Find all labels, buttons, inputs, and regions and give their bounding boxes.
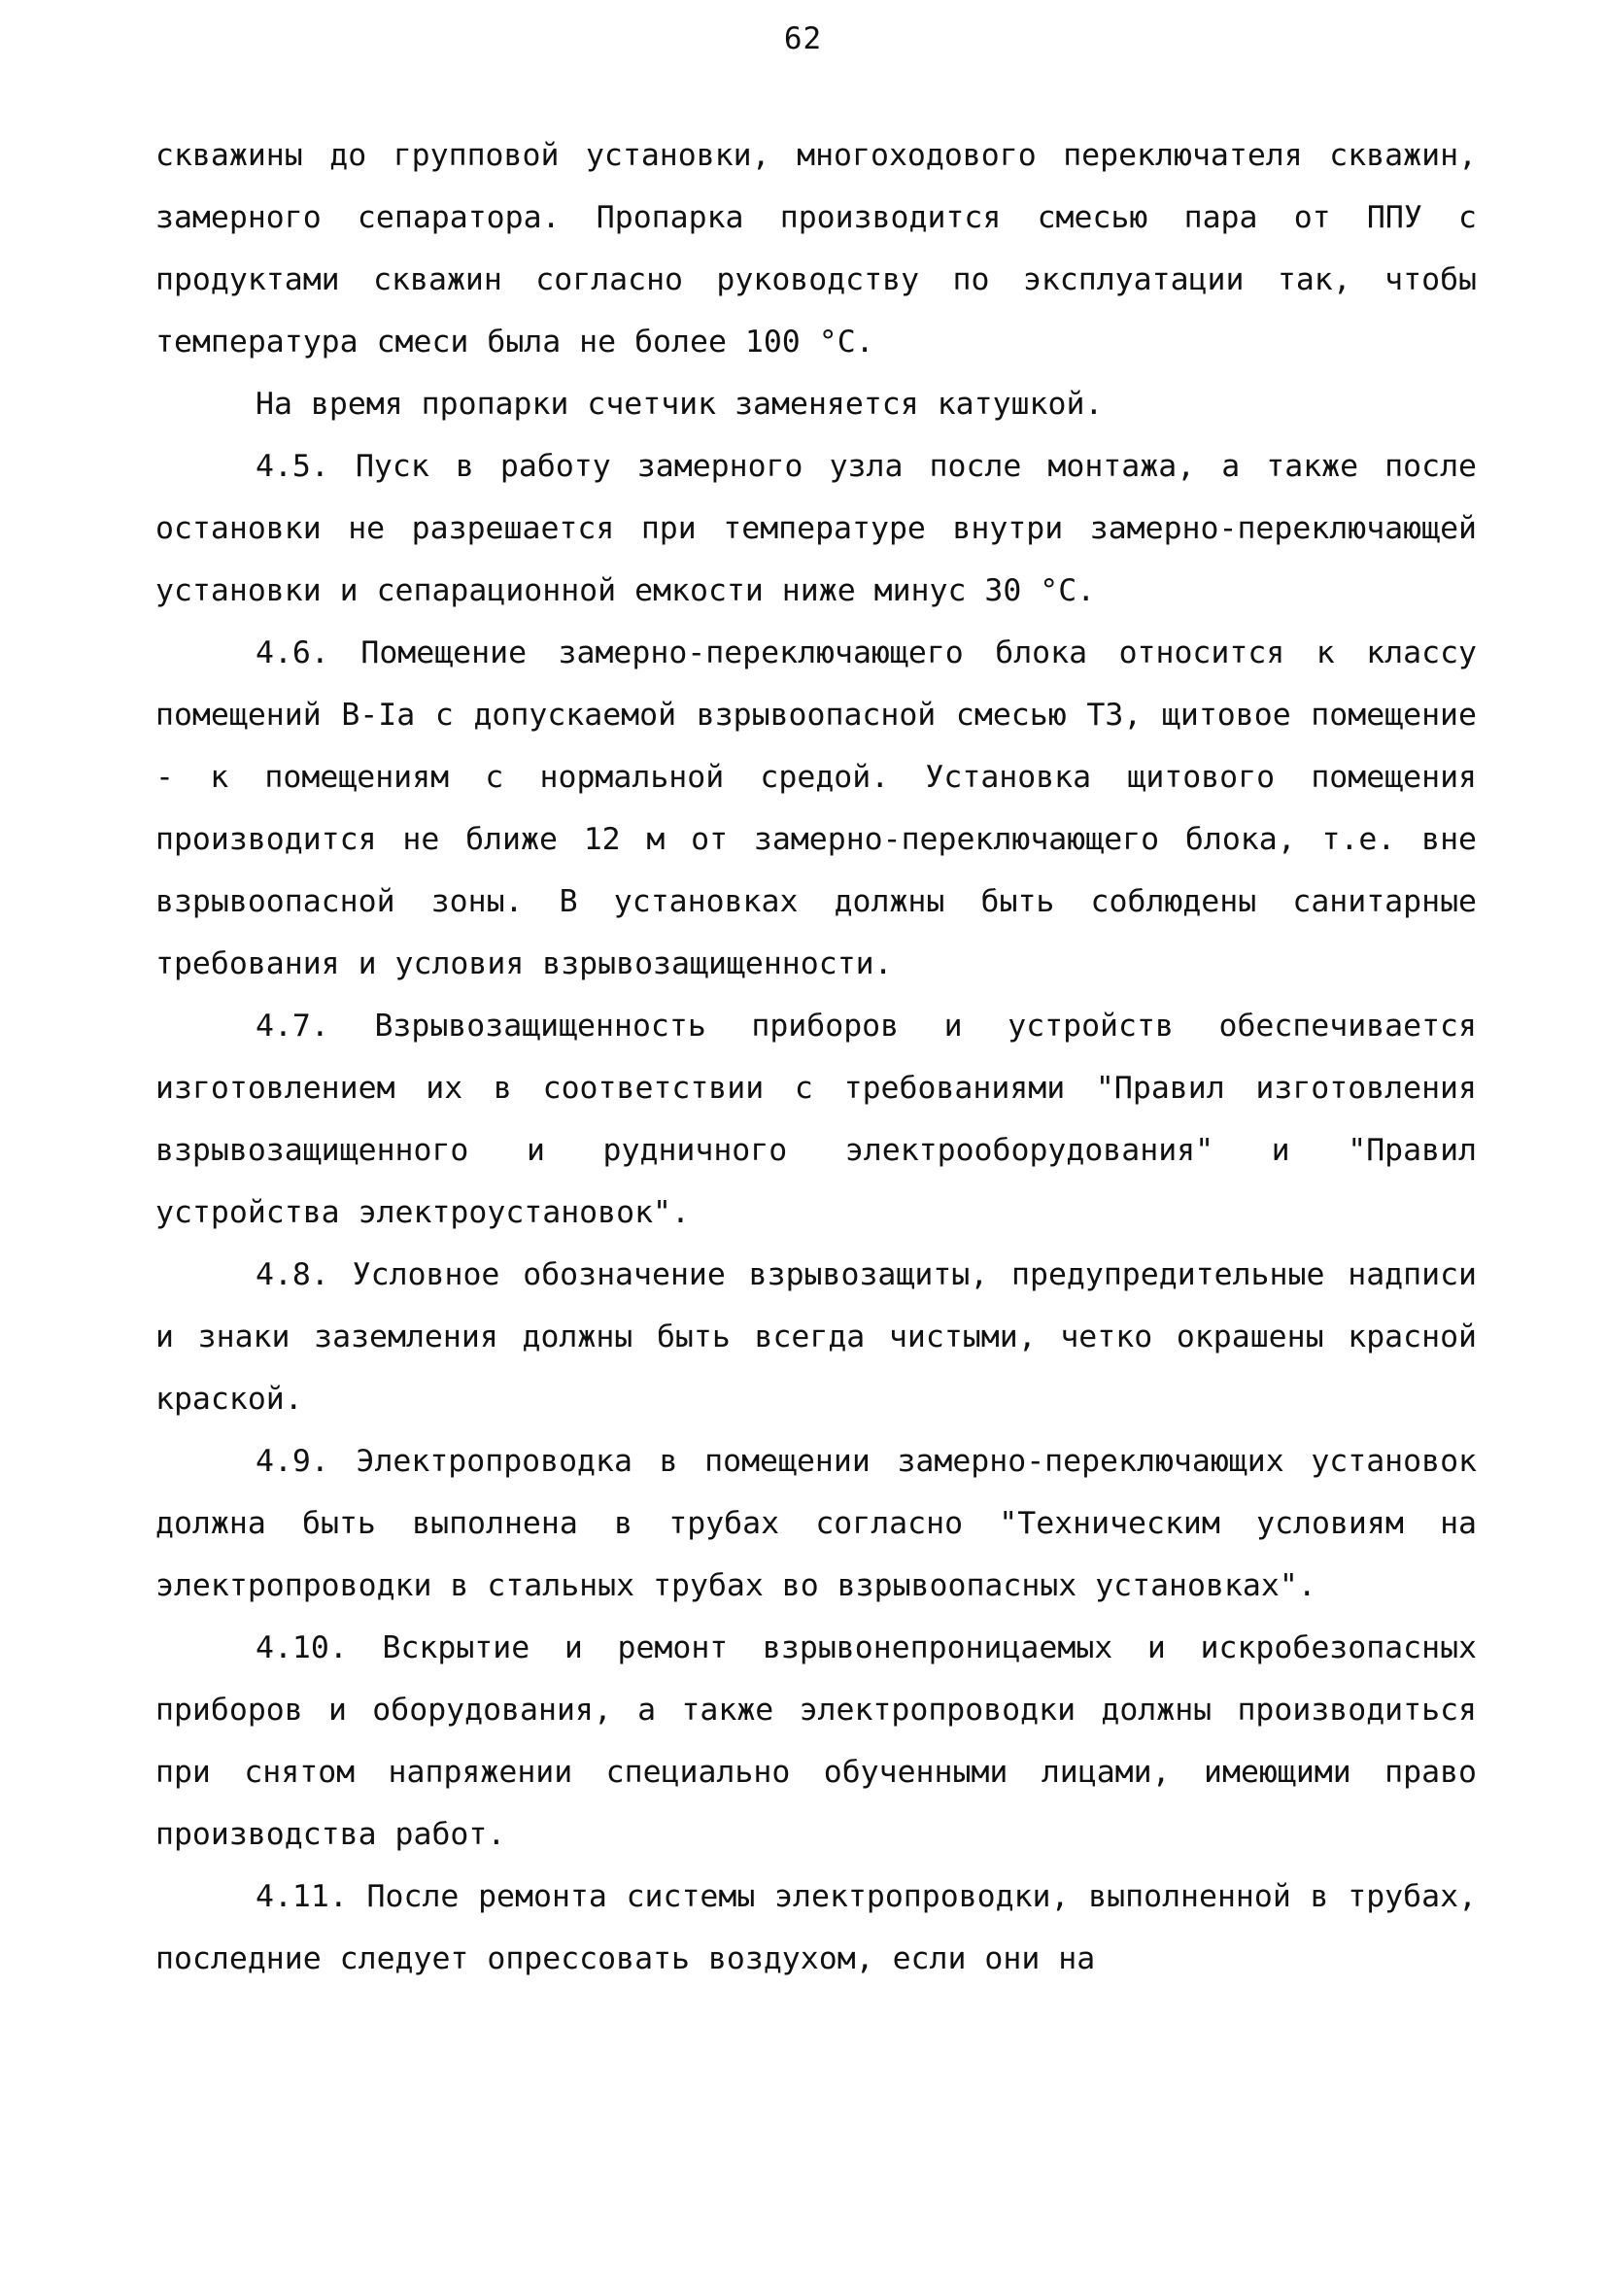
paragraph-4-7: 4.7. Взрывозащищенность приборов и устройств обеспечивается изготовлением их в соответствии с требованиями "Правил изготовления взрывозащищенного и рудничного электрооборудования" и "Правил устройства электроустановок". (155, 1009, 1477, 1230)
paragraph-4-11: 4.11. После ремонта системы электропроводки, выполненной в трубах, последние следует опрессовать воздухом, если они на (155, 1879, 1477, 1976)
paragraph-4-8: 4.8. Условное обозначение взрывозащиты, предупредительные надписи и знаки заземления должны быть всегда чистыми, четко окрашены красной краской. (155, 1257, 1477, 1417)
document-body (155, 124, 1477, 1990)
page-number: 62 (783, 21, 823, 56)
paragraph-4-6: 4.6. Помещение замерно-переключающего блока относится к классу помещений В-Iа с допускаемой взрывоопасной смесью Т3, щитовое помещение - к помещениям с нормальной средой. Установка щитового помещения производится не ближе 12 м от замерно-переключающего блока, т.е. вне взрывоопасной зоны. В установках должны быть соблюдены санитарные требования и условия взрывозащищенности. (155, 635, 1477, 981)
paragraph-4-9: 4.9. Электропроводка в помещении замерно-переключающих установок должна быть выполнена в трубах согласно "Техническим условиям на электропроводки в стальных трубах во взрывоопасных установках". (155, 1444, 1477, 1603)
paragraph-meter-replacement: На время пропарки счетчик заменяется катушкой. (256, 387, 1104, 422)
paragraph-4-10: 4.10. Вскрытие и ремонт взрывонепроницаемых и искробезопасных приборов и оборудования, а также электропроводки должны производиться при снятом напряжении специально обученными лицами, имеющими право производства работ. (155, 1630, 1477, 1852)
paragraph-4-5: 4.5. Пуск в работу замерного узла после монтажа, а также после остановки не разрешается при температуре внутри замерно-переключающей установки и сепарационной емкости ниже минус 30 °С. (155, 449, 1477, 608)
paragraph-steaming-procedure: скважины до групповой установки, многоходового переключателя скважин, замерного сепаратора. Пропарка производится смесью пара от ППУ с продуктами скважин согласно руководству по эксплуатации так, чтобы температура смеси была не более 100 °С. (155, 138, 1477, 360)
